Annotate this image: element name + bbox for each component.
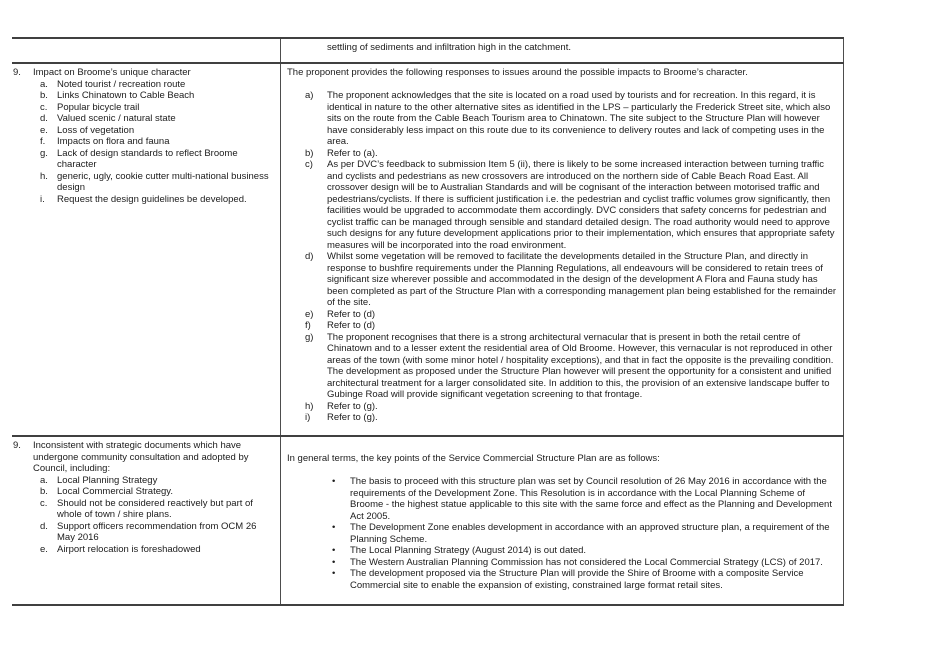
issue-heading-line bbox=[13, 67, 274, 79]
item-marker: f) bbox=[305, 320, 311, 331]
issue-item bbox=[40, 136, 274, 148]
bullet-item bbox=[332, 522, 837, 545]
response-item bbox=[305, 309, 837, 321]
item-marker: d. bbox=[40, 520, 48, 532]
item-text: Valued scenic / natural state bbox=[57, 113, 176, 124]
bullet-item bbox=[332, 568, 837, 591]
table-row-character-impact bbox=[12, 64, 844, 437]
bullet-text: The Development Zone enables development in accordance with an approved structure plan, a requirement of the Planning Scheme. bbox=[350, 522, 830, 545]
item-text: As per DVC’s feedback to submission Item 5 (ii), there is likely to be some increased interaction between turning traffic and cyclists and pedestrians as new crossovers are introduced on the northern side of Cable Beach Road East. All crossover design will be to Australian Standards and will be cognisant of the interaction between motorised traffic and pedestrians/cyclists. If there is sufficient justification i.e. the pedestrian and cyclist traffic volumes grow significantly, then facilities would be upgraded to accommodate them accordingly. DVC considers that safety concerns for pedestrian and cyclist traffic can be managed through sensible and standard detailed design. The road authority would need to approve such designs for any future development applications prior to their implementation, which ensures that appropriate safety measures will be incorporated into the road environment. bbox=[327, 159, 835, 251]
issue-item bbox=[40, 113, 274, 125]
item-marker: a. bbox=[40, 474, 48, 486]
response-item bbox=[305, 159, 837, 251]
item-marker: g) bbox=[305, 331, 314, 343]
item-text: Should not be considered reactively but part of whole of town / shire plans. bbox=[57, 497, 253, 520]
issue-number: 9. bbox=[13, 67, 21, 78]
item-text: Links Chinatown to Cable Beach bbox=[57, 90, 195, 101]
issue-item bbox=[40, 148, 274, 171]
table-row-strategic-documents bbox=[12, 437, 844, 604]
response-item bbox=[305, 332, 837, 401]
response-item bbox=[305, 401, 837, 413]
item-text: Local Planning Strategy bbox=[57, 474, 158, 486]
issue-item bbox=[40, 79, 274, 91]
issue-item bbox=[40, 194, 274, 206]
issue-cell bbox=[12, 437, 281, 604]
bullet-icon: • bbox=[332, 476, 336, 487]
item-text: Refer to (a). bbox=[327, 147, 378, 159]
item-text: generic, ugly, cookie cutter multi-national business design bbox=[57, 170, 269, 193]
issue-item-list bbox=[40, 79, 274, 206]
item-marker: e. bbox=[40, 124, 48, 136]
issue-item bbox=[40, 521, 274, 544]
item-marker: f. bbox=[40, 136, 46, 147]
item-text: Popular bicycle trail bbox=[57, 101, 140, 113]
issue-item bbox=[40, 475, 274, 487]
item-text: The proponent acknowledges that the site is located on a road used by tourists and for recreation. In this regard, it is identical in nature to the other alternative sites as identified in the LPS – particularly the Frederick Street site, which also sits on the route from the Cable Beach Tourism area to Chinatown. The site subject to the Structure Plan will however have considerably less impact on this route due to its convenience to delivery routes and lack of competing uses in the area. bbox=[327, 90, 831, 147]
item-text: Local Commercial Strategy. bbox=[57, 486, 173, 497]
bullet-icon: • bbox=[332, 522, 336, 533]
continuation-text: settling of sediments and infiltration high in the catchment. bbox=[327, 42, 571, 53]
response-cell-continuation bbox=[281, 39, 844, 62]
item-marker: d) bbox=[305, 251, 314, 262]
response-cell bbox=[281, 437, 844, 604]
response-item-list bbox=[305, 90, 837, 424]
item-marker: b) bbox=[305, 147, 314, 159]
item-marker: h) bbox=[305, 400, 314, 412]
item-text: Loss of vegetation bbox=[57, 124, 135, 136]
bullet-icon: • bbox=[332, 545, 336, 556]
item-marker: d. bbox=[40, 113, 48, 124]
issue-cell-empty bbox=[12, 39, 281, 62]
item-text: Lack of design standards to reflect Broome character bbox=[57, 147, 238, 170]
response-item bbox=[305, 251, 837, 309]
issue-item bbox=[40, 125, 274, 137]
issue-heading-line bbox=[13, 440, 274, 475]
issue-number: 9. bbox=[13, 440, 21, 451]
issue-item bbox=[40, 486, 274, 498]
item-text: Support officers recommendation from OCM 26 May 2016 bbox=[57, 520, 257, 543]
item-text: The proponent recognises that there is a strong architectural vernacular that is present in both the retail centre of Chinatown and to a lesser extent the residential area of Old Broome. However, this vernacular is not reproduced in other areas of the town (with some minor hotel / hospitality exceptions), and that in fact the opposite is the prevailing condition. The development as proposed under the Structure Plan however will present the opportunity for a consistent and unified architectural treatment for a larger consolidated site. In addition to this, the provision of an extensive landscape buffer to Gubinge Road will provide significant vegetation screening to that frontage. bbox=[327, 331, 834, 400]
issue-item-list bbox=[40, 475, 274, 556]
item-marker: b. bbox=[40, 90, 48, 101]
table-row-continuation bbox=[12, 39, 844, 64]
item-marker: e. bbox=[40, 543, 48, 555]
item-marker: a) bbox=[305, 90, 314, 101]
issue-item bbox=[40, 498, 274, 521]
bullet-text: The Western Australian Planning Commission has not considered the Local Commercial Strategy (LCS) of 2017. bbox=[350, 556, 823, 568]
item-text: Airport relocation is foreshadowed bbox=[57, 543, 201, 555]
item-marker: c) bbox=[305, 159, 313, 170]
item-text: Refer to (g). bbox=[327, 412, 378, 423]
issue-item bbox=[40, 544, 274, 556]
item-text: Impacts on flora and fauna bbox=[57, 136, 170, 147]
response-intro: The proponent provides the following responses to issues around the possible impacts to Broome’s character. bbox=[287, 67, 748, 78]
issue-item bbox=[40, 171, 274, 194]
response-item bbox=[305, 412, 837, 424]
issue-heading: Impact on Broome’s unique character bbox=[33, 67, 191, 78]
item-marker: b. bbox=[40, 486, 48, 497]
item-marker: h. bbox=[40, 170, 48, 182]
submission-response-table bbox=[12, 37, 844, 606]
bullet-item bbox=[332, 476, 837, 522]
item-marker: a. bbox=[40, 78, 48, 90]
item-marker: i) bbox=[305, 412, 311, 423]
item-marker: i. bbox=[40, 193, 45, 205]
bullet-item bbox=[332, 545, 837, 557]
item-marker: g. bbox=[40, 147, 48, 159]
item-text: Refer to (g). bbox=[327, 400, 378, 412]
item-text: Noted tourist / recreation route bbox=[57, 78, 186, 90]
response-intro: In general terms, the key points of the Service Commercial Structure Plan are as follows: bbox=[287, 453, 660, 464]
item-marker: c. bbox=[40, 497, 48, 509]
response-cell bbox=[281, 64, 844, 435]
response-bullet-list bbox=[332, 476, 837, 591]
bullet-text: The Local Planning Strategy (August 2014) is out dated. bbox=[350, 545, 587, 556]
response-item bbox=[305, 90, 837, 148]
bullet-icon: • bbox=[332, 568, 336, 579]
item-marker: e) bbox=[305, 308, 314, 320]
bullet-text: The basis to proceed with this structure plan was set by Council resolution of 26 May 2016 in accordance with the requirements of the Development Zone. This Resolution is in accordance with the Local Planning Scheme of Broome - the highest statue applicable to this site with the same force and effect as the Planning and Development Act 2005. bbox=[350, 476, 832, 522]
bullet-item bbox=[332, 557, 837, 569]
bullet-text: The development proposed via the Structure Plan will provide the Shire of Broome with a composite Service Commercial site to enable the expansion of existing, constrained large format retail sites. bbox=[350, 568, 804, 591]
item-text: Refer to (d) bbox=[327, 320, 376, 331]
issue-heading: Inconsistent with strategic documents which have undergone community consultation and adopted by Council, including: bbox=[33, 440, 249, 474]
item-text: Refer to (d) bbox=[327, 308, 376, 320]
item-text: Whilst some vegetation will be removed to facilitate the developments detailed in the Structure Plan, and directly in response to bushfire requirements under the Planning Regulations, all endeavours will be considered to retain trees of significant size wherever possible and accommodated in the design of the development A Flora and Fauna study has been completed as part of the Structure Plan with a corresponding management plan being established for the remainder of the site. bbox=[327, 251, 837, 308]
response-item bbox=[305, 148, 837, 160]
issue-item bbox=[40, 102, 274, 114]
response-item bbox=[305, 320, 837, 332]
issue-cell bbox=[12, 64, 281, 435]
item-marker: c. bbox=[40, 101, 48, 113]
issue-item bbox=[40, 90, 274, 102]
bullet-icon: • bbox=[332, 556, 336, 568]
item-text: Request the design guidelines be developed. bbox=[57, 193, 247, 205]
